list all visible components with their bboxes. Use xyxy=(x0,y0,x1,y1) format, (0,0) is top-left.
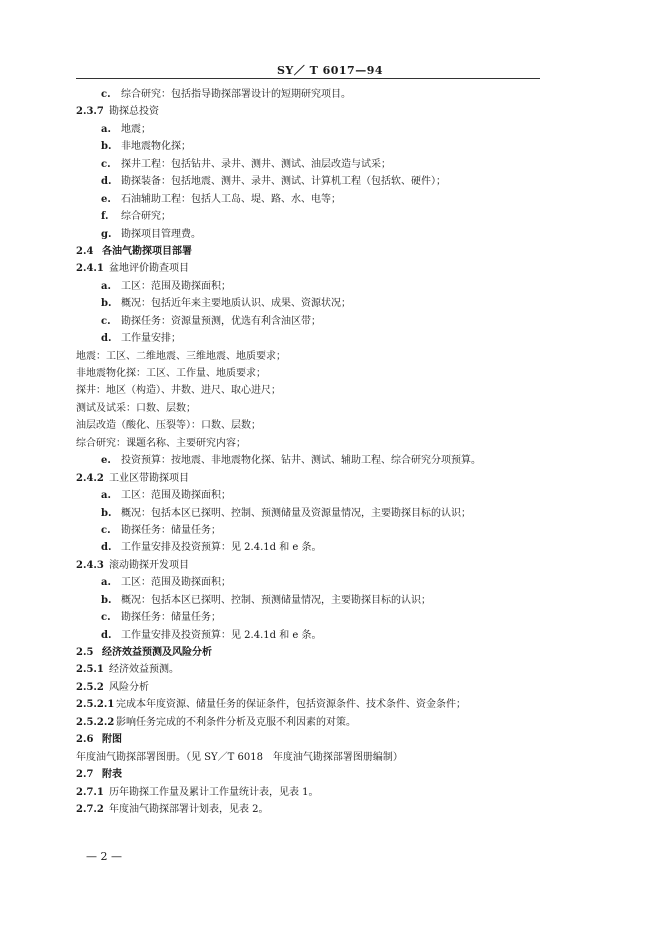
item-text: 盆地评价勘查项目 xyxy=(109,263,189,275)
list-item xyxy=(76,539,546,556)
item-text: 工作量安排及投资预算：见 2.4.1d 和 e 条。 xyxy=(121,629,322,641)
item-number: f. xyxy=(101,211,109,223)
subsection-heading xyxy=(76,260,546,277)
subsection-heading xyxy=(76,470,546,487)
item-number: c. xyxy=(101,89,111,100)
list-item xyxy=(76,487,546,504)
subsection-heading xyxy=(76,661,546,678)
item-number: 2.5.1 xyxy=(76,664,104,676)
document-body xyxy=(76,86,546,818)
list-item xyxy=(76,121,546,138)
list-item xyxy=(76,295,546,312)
page-number: — 2 — xyxy=(86,850,122,863)
item-text: 经济效益预测及风险分析 xyxy=(102,647,212,658)
list-item xyxy=(76,330,546,347)
item-number: b. xyxy=(101,507,112,519)
item-number: 2.7.2 xyxy=(76,803,104,815)
subsection-heading xyxy=(76,784,546,801)
item-number: 2.5.2.1 xyxy=(76,699,115,711)
paragraph-line xyxy=(76,382,546,399)
paragraph-line xyxy=(76,400,546,417)
item-text: 历年勘探工作量及累计工作量统计表，见表 1。 xyxy=(109,786,319,798)
list-item xyxy=(76,313,546,330)
item-number: a. xyxy=(101,123,111,135)
item-number: 2.4.1 xyxy=(76,263,104,275)
list-item xyxy=(76,592,546,609)
subsection-heading xyxy=(76,696,546,713)
list-item xyxy=(76,156,546,173)
item-number: a. xyxy=(101,577,111,589)
item-text: 工业区带勘探项目 xyxy=(109,472,189,484)
section-heading xyxy=(76,766,546,783)
item-number: 2.4.2 xyxy=(76,472,104,484)
item-text: 勘探项目管理费。 xyxy=(121,228,201,240)
subsection-heading xyxy=(76,714,546,731)
item-number: a. xyxy=(101,490,111,502)
item-number: b. xyxy=(101,594,112,606)
item-text: 各油气勘探项目部署 xyxy=(102,245,192,257)
item-number: d. xyxy=(101,176,112,188)
item-number: a. xyxy=(101,280,111,292)
header-rule xyxy=(76,78,540,79)
item-text: 地震； xyxy=(121,123,151,135)
paragraph-line xyxy=(76,435,546,452)
list-item xyxy=(76,208,546,225)
item-text: 概况：包括本区已探明、控制、预测储量及资源量情况，主要勘探目标的认识； xyxy=(121,507,471,519)
item-number: 2.4 xyxy=(76,245,94,257)
list-item xyxy=(76,452,546,469)
item-text: 综合研究：包括指导勘探部署设计的短期研究项目。 xyxy=(121,89,351,100)
section-heading xyxy=(76,243,546,260)
section-heading xyxy=(76,731,546,748)
list-item xyxy=(76,138,546,155)
item-text: 影响任务完成的不利条件分析及克服不利因素的对策。 xyxy=(116,716,356,728)
item-number: 2.3.7 xyxy=(76,106,104,118)
paragraph-line xyxy=(76,749,546,766)
item-number: c. xyxy=(101,158,111,170)
item-text: 勘探任务：资源量预测，优选有利含油区带； xyxy=(121,315,321,327)
item-number: c. xyxy=(101,524,111,536)
item-number: b. xyxy=(101,141,112,153)
subsection-heading xyxy=(76,801,546,818)
page-header: SY／ T 6017—94 xyxy=(276,64,384,77)
item-text: 工区：范围及勘探面积； xyxy=(121,577,231,589)
item-text: 工区：范围及勘探面积； xyxy=(121,490,231,502)
item-text: 勘探任务：储量任务； xyxy=(121,612,221,624)
list-item xyxy=(76,522,546,539)
list-item xyxy=(76,226,546,243)
item-number: e. xyxy=(101,193,111,205)
item-text: 年度油气勘探部署图册。（见 SY／T 6018 年度油气勘探部署图册编制） xyxy=(76,751,403,763)
item-number: 2.5.2.2 xyxy=(76,716,115,728)
item-text: 勘探总投资 xyxy=(109,106,159,118)
item-text: 油层改造（酸化、压裂等）：口数、层数； xyxy=(76,420,261,432)
subsection-heading xyxy=(76,557,546,574)
item-text: 工区：范围及勘探面积； xyxy=(121,280,231,292)
item-text: 综合研究； xyxy=(121,211,171,223)
item-number: d. xyxy=(101,542,112,554)
subsection-heading xyxy=(76,679,546,696)
item-number: 2.6 xyxy=(76,734,94,746)
item-text: 探井：地区（构造）、井数、进尺、取心进尺； xyxy=(76,385,281,397)
item-number: d. xyxy=(101,333,112,345)
item-text: 概况：包括近年来主要地质认识、成果、资源状况； xyxy=(121,298,351,310)
item-text: 探井工程：包括钻井、录井、测井、测试、油层改造与试采； xyxy=(121,158,391,170)
subsection-heading xyxy=(76,103,546,120)
list-item xyxy=(76,191,546,208)
item-number: 2.5.2 xyxy=(76,681,104,693)
item-number: g. xyxy=(101,228,112,240)
item-text: 风险分析 xyxy=(109,681,149,693)
item-number: c. xyxy=(101,315,111,327)
item-text: 投资预算：按地震、非地震物化探、钻井、测试、辅助工程、综合研究分项预算。 xyxy=(121,455,481,467)
item-text: 附表 xyxy=(102,769,122,781)
item-number: d. xyxy=(101,629,112,641)
list-item xyxy=(76,278,546,295)
item-text: 综合研究：课题名称、主要研究内容； xyxy=(76,437,246,449)
item-number: e. xyxy=(101,455,111,467)
item-number: 2.7.1 xyxy=(76,786,104,798)
list-item xyxy=(76,574,546,591)
list-item xyxy=(76,609,546,626)
list-item xyxy=(76,505,546,522)
item-text: 概况：包括本区已探明、控制、预测储量情况，主要勘探目标的认识； xyxy=(121,594,431,606)
item-number: c. xyxy=(101,612,111,624)
item-text: 勘探任务：储量任务； xyxy=(121,524,221,536)
item-text: 非地震物化探； xyxy=(121,141,191,153)
item-text: 附图 xyxy=(102,734,122,746)
item-number: 2.7 xyxy=(76,769,94,781)
item-text: 工作量安排； xyxy=(121,333,181,345)
item-text: 工作量安排及投资预算：见 2.4.1d 和 e 条。 xyxy=(121,542,322,554)
item-text: 滚动勘探开发项目 xyxy=(109,559,189,571)
item-text: 年度油气勘探部署计划表，见表 2。 xyxy=(109,803,269,815)
item-text: 非地震物化探：工区、工作量、地质要求； xyxy=(76,368,266,379)
list-item xyxy=(76,627,546,644)
item-text: 勘探装备：包括地震、测井、录井、测试、计算机工程（包括软、硬件）； xyxy=(121,176,446,188)
list-item xyxy=(76,86,546,103)
item-text: 地震：工区、二维地震、三维地震、地质要求； xyxy=(76,350,286,362)
item-number: 2.4.3 xyxy=(76,559,104,571)
list-item xyxy=(76,173,546,190)
item-text: 石油辅助工程：包括人工岛、堤、路、水、电等； xyxy=(121,193,341,205)
paragraph-line xyxy=(76,365,546,382)
item-number: b. xyxy=(101,298,112,310)
paragraph-line xyxy=(76,348,546,365)
item-text: 测试及试采：口数、层数； xyxy=(76,402,196,414)
item-text: 经济效益预测。 xyxy=(109,664,179,676)
paragraph-line xyxy=(76,417,546,434)
section-heading xyxy=(76,644,546,661)
item-number: 2.5 xyxy=(76,647,94,658)
item-text: 完成本年度资源、储量任务的保证条件，包括资源条件、技术条件、资金条件； xyxy=(116,699,466,711)
